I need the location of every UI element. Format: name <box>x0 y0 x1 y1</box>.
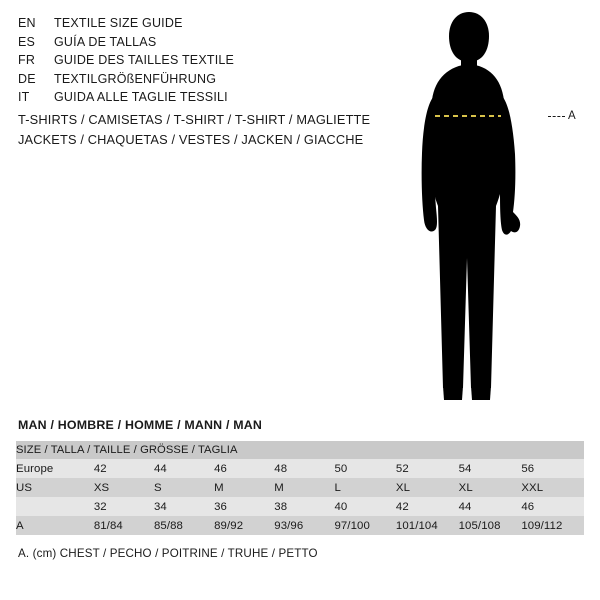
cell-numeric-6: 44 <box>459 497 522 516</box>
table-header-row <box>16 441 584 459</box>
cell-us-4: L <box>334 478 395 497</box>
language-row-it <box>18 88 378 107</box>
cell-europe-7: 56 <box>521 459 584 478</box>
male-silhouette-icon <box>405 8 600 408</box>
cell-us-0: XS <box>94 478 154 497</box>
language-header-block <box>18 14 378 107</box>
cell-us-2: M <box>214 478 274 497</box>
cell-europe-4: 50 <box>334 459 395 478</box>
language-text-it: GUIDA ALLE TAGLIE TESSILI <box>54 90 228 105</box>
cell-a-3: 93/96 <box>274 516 334 535</box>
language-row-en <box>18 14 378 33</box>
table-row <box>16 497 584 516</box>
language-code-en: EN <box>18 16 36 30</box>
cell-us-1: S <box>154 478 214 497</box>
language-row-de <box>18 70 378 89</box>
cell-a-0: 81/84 <box>94 516 154 535</box>
cell-us-6: XL <box>459 478 522 497</box>
cell-a-5: 101/104 <box>396 516 459 535</box>
cell-europe-5: 52 <box>396 459 459 478</box>
cell-numeric-5: 42 <box>396 497 459 516</box>
cell-numeric-7: 46 <box>521 497 584 516</box>
category-line-jackets: JACKETS / CHAQUETAS / VESTES / JACKEN / GIACCHE <box>18 132 364 147</box>
cell-numeric-2: 36 <box>214 497 274 516</box>
language-code-fr: FR <box>18 53 36 68</box>
cell-us-3: M <box>274 478 334 497</box>
cell-europe-3: 48 <box>274 459 334 478</box>
footnote-chest-measure: A. (cm) CHEST / PECHO / POITRINE / TRUHE / PETTO <box>18 547 318 560</box>
row-label-us: US <box>16 478 94 497</box>
language-text-de: TEXTILGRÖßENFÜHRUNG <box>54 71 217 86</box>
table-header-label: SIZE / TALLA / TAILLE / GRÖSSE / TAGLIA <box>16 441 584 459</box>
language-text-en: TEXTILE SIZE GUIDE <box>54 16 183 30</box>
measure-label-a: A <box>568 110 576 122</box>
cell-europe-1: 44 <box>154 459 214 478</box>
size-table <box>16 441 584 535</box>
cell-us-5: XL <box>396 478 459 497</box>
language-row-es <box>18 33 378 52</box>
language-code-es: ES <box>18 34 36 49</box>
category-line-tshirts: T-SHIRTS / CAMISETAS / T-SHIRT / T-SHIRT / MAGLIETTE <box>18 112 371 127</box>
cell-a-4: 97/100 <box>334 516 395 535</box>
cell-europe-0: 42 <box>94 459 154 478</box>
cell-a-1: 85/88 <box>154 516 214 535</box>
cell-a-2: 89/92 <box>214 516 274 535</box>
language-code-de: DE <box>18 71 36 86</box>
row-label-numeric <box>16 497 94 516</box>
cell-numeric-3: 38 <box>274 497 334 516</box>
table-row <box>16 459 584 478</box>
row-label-a: A <box>16 516 94 535</box>
language-text-fr: GUIDE DES TAILLES TEXTILE <box>54 53 235 68</box>
mannequin-figure <box>405 8 600 408</box>
cell-us-7: XXL <box>521 478 584 497</box>
category-block <box>18 110 398 150</box>
cell-europe-6: 54 <box>459 459 522 478</box>
cell-numeric-1: 34 <box>154 497 214 516</box>
language-text-es: GUÍA DE TALLAS <box>54 34 157 49</box>
row-label-europe: Europe <box>16 459 94 478</box>
cell-a-7: 109/112 <box>521 516 584 535</box>
table-row <box>16 516 584 535</box>
language-code-it: IT <box>18 90 30 105</box>
language-row-fr <box>18 51 378 70</box>
table-row <box>16 478 584 497</box>
measure-leader-line <box>548 116 565 117</box>
cell-europe-2: 46 <box>214 459 274 478</box>
cell-numeric-0: 32 <box>94 497 154 516</box>
cell-numeric-4: 40 <box>334 497 395 516</box>
cell-a-6: 105/108 <box>459 516 522 535</box>
table-group-title: MAN / HOMBRE / HOMME / MANN / MAN <box>18 418 263 432</box>
